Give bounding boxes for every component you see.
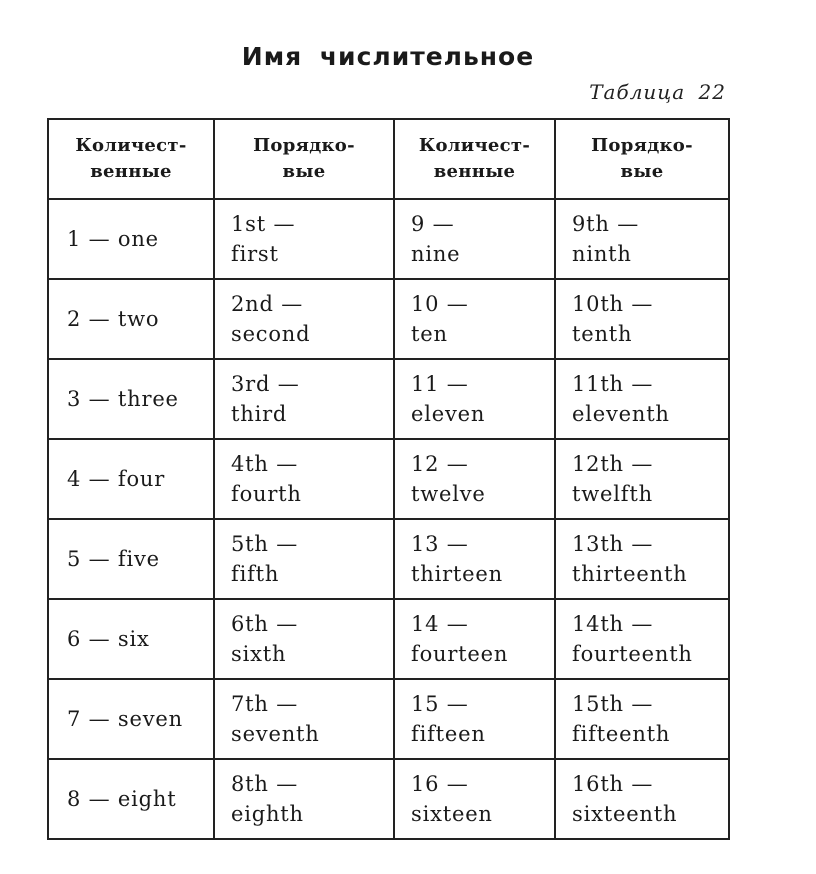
header-cardinal: Количест- венные — [394, 119, 555, 199]
cardinal-cell: 5 — five — [48, 519, 214, 599]
ordinal-cell: 16th — sixteenth — [555, 759, 729, 839]
ordinal-cell: 13th — thirteenth — [555, 519, 729, 599]
page-title: Имя числительное — [241, 42, 535, 71]
cardinal-cell: 10 — ten — [394, 279, 555, 359]
table-number-label: Таблица 22 — [589, 80, 726, 104]
header-ordinal: Порядко- вые — [214, 119, 394, 199]
ordinal-cell: 9th — ninth — [555, 199, 729, 279]
cardinal-cell: 6 — six — [48, 599, 214, 679]
cardinal-cell: 14 — fourteen — [394, 599, 555, 679]
ordinal-cell: 2nd — second — [214, 279, 394, 359]
table-row — [48, 359, 729, 439]
ordinal-cell: 14th — fourteenth — [555, 599, 729, 679]
table-row — [48, 679, 729, 759]
cardinal-cell: 7 — seven — [48, 679, 214, 759]
table-row — [48, 519, 729, 599]
cardinal-cell: 1 — one — [48, 199, 214, 279]
ordinal-cell: 10th — tenth — [555, 279, 729, 359]
cardinal-cell: 15 — fifteen — [394, 679, 555, 759]
cardinal-cell: 11 — eleven — [394, 359, 555, 439]
header-cardinal: Количест- венные — [48, 119, 214, 199]
cardinal-cell: 2 — two — [48, 279, 214, 359]
ordinal-cell: 8th — eighth — [214, 759, 394, 839]
header-ordinal: Порядко- вые — [555, 119, 729, 199]
table-row — [48, 599, 729, 679]
ordinal-cell: 15th — fifteenth — [555, 679, 729, 759]
cardinal-cell: 12 — twelve — [394, 439, 555, 519]
cardinal-cell: 3 — three — [48, 359, 214, 439]
cardinal-cell: 8 — eight — [48, 759, 214, 839]
ordinal-cell: 7th — seventh — [214, 679, 394, 759]
table-row — [48, 199, 729, 279]
ordinal-cell: 4th — fourth — [214, 439, 394, 519]
table-row — [48, 759, 729, 839]
cardinal-cell: 13 — thirteen — [394, 519, 555, 599]
ordinal-cell: 6th — sixth — [214, 599, 394, 679]
ordinal-cell: 12th — twelfth — [555, 439, 729, 519]
ordinal-cell: 3rd — third — [214, 359, 394, 439]
ordinal-cell: 11th — eleventh — [555, 359, 729, 439]
cardinal-cell: 4 — four — [48, 439, 214, 519]
cardinal-cell: 16 — sixteen — [394, 759, 555, 839]
cardinal-cell: 9 — nine — [394, 199, 555, 279]
numerals-table — [47, 118, 730, 840]
ordinal-cell: 5th — fifth — [214, 519, 394, 599]
ordinal-cell: 1st — first — [214, 199, 394, 279]
table-row — [48, 279, 729, 359]
table-row — [48, 439, 729, 519]
table-header-row — [48, 119, 729, 199]
